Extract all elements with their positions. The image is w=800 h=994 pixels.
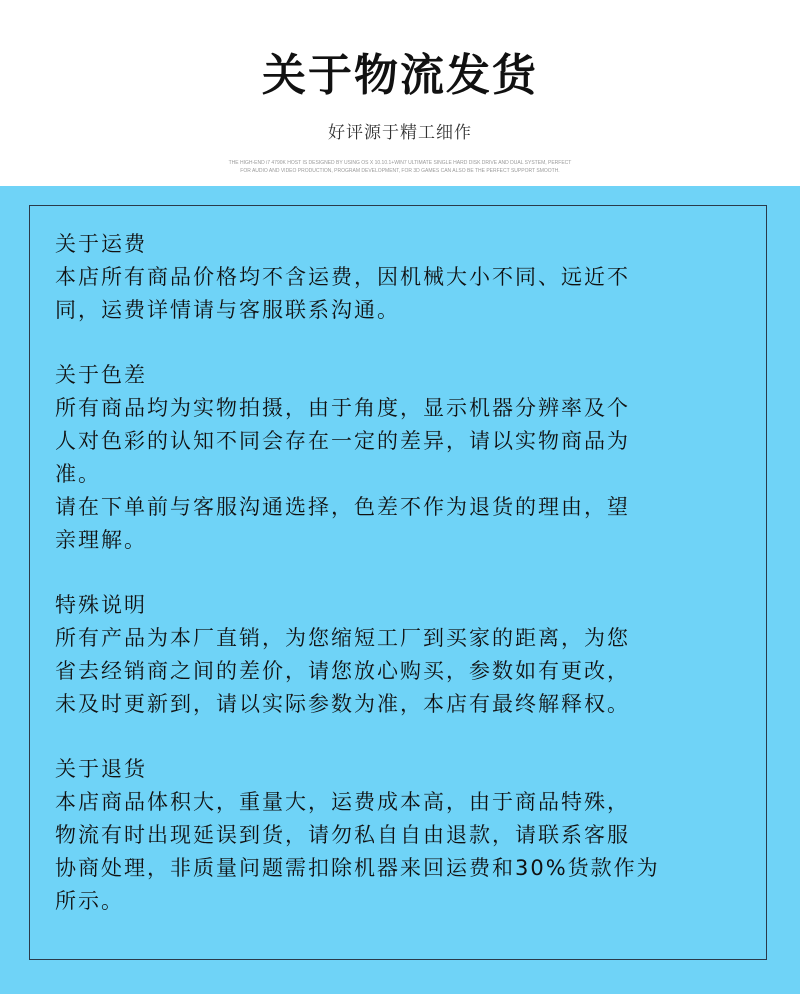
section-heading-returns: 关于退货 [55,757,147,781]
page-header [0,0,800,186]
section-text: 准。 [55,462,101,486]
section-gap [55,557,755,589]
section-text: 物流有时出现延误到货，请勿私自自由退款，请联系客服 [55,823,630,847]
section-text: 协商处理，非质量问题需扣除机器来回运费和30%货款作为 [55,856,660,880]
notice-panel [29,205,767,960]
section-gap [55,327,755,359]
section-heading-special: 特殊说明 [55,593,147,617]
notice-content [55,228,755,918]
section-text: 未及时更新到，请以实际参数为准，本店有最终解释权。 [55,692,630,716]
section-text: 所有产品为本厂直销，为您缩短工厂到买家的距离，为您 [55,626,630,650]
section-text: 人对色彩的认知不同会存在一定的差异，请以实物商品为 [55,429,630,453]
fineprint-line: FOR AUDIO AND VIDEO PRODUCTION, PROGRAM DEVELOPMENT, FOR 3D GAMES CAN ALSO BE THE PERFECT SUPPORT SMOOTH. [240,168,560,174]
section-heading-color: 关于色差 [55,363,147,387]
section-text: 所示。 [55,889,124,913]
section-text: 本店商品体积大，重量大，运费成本高，由于商品特殊， [55,790,630,814]
section-text: 同，运费详情请与客服联系沟通。 [55,298,400,322]
section-text: 亲理解。 [55,528,147,552]
section-text: 请在下单前与客服沟通选择，色差不作为退货的理由，望 [55,495,630,519]
section-text: 所有商品均为实物拍摄，由于角度，显示机器分辨率及个 [55,396,630,420]
section-text: 省去经销商之间的差价，请您放心购买，参数如有更改， [55,659,630,683]
page-subtitle: 好评源于精工细作 [328,123,472,143]
section-gap [55,721,755,753]
page-title: 关于物流发货 [262,50,538,101]
fineprint [150,159,650,175]
section-text: 本店所有商品价格均不含运费，因机械大小不同、远近不 [55,265,630,289]
section-heading-shipping: 关于运费 [55,232,147,256]
fineprint-line: THE HIGH-END i7 4790K HOST IS DESIGNED BY USING OS X 10.10.1+WIN7 ULTIMATE SINGLE HARD DISK DRIVE AND DUAL SYSTEM, PERFECT [228,160,572,166]
